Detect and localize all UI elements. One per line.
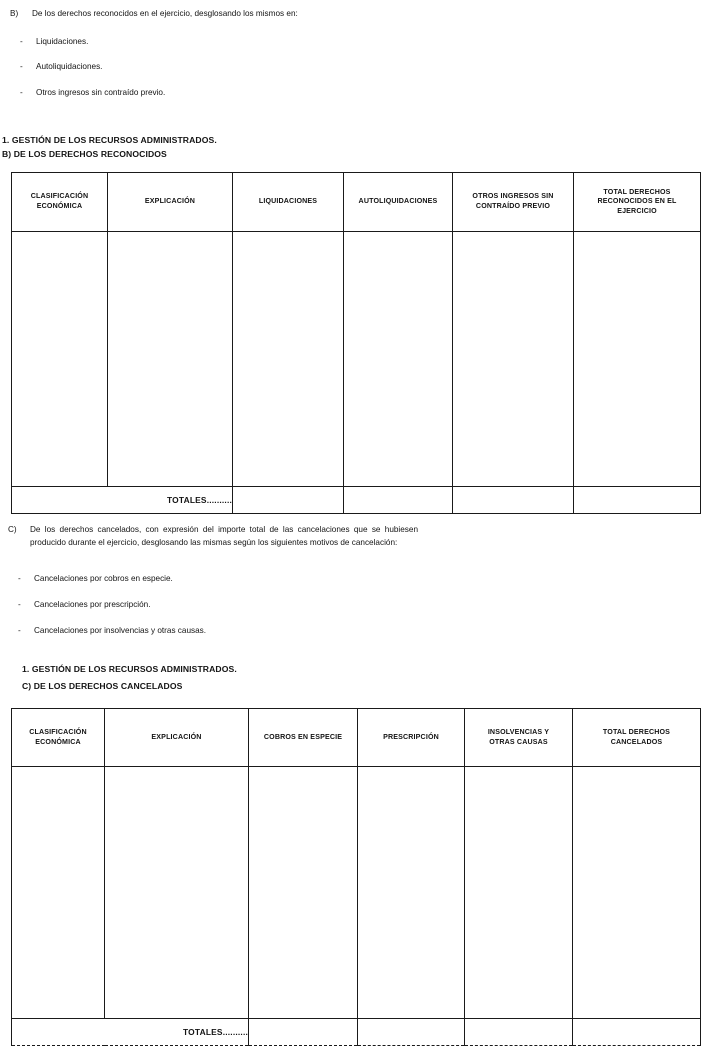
header-line: TOTAL DERECHOS	[603, 187, 671, 196]
table-b-body-row	[12, 232, 701, 487]
table-b-totals-row	[12, 487, 701, 514]
table-c-total-prescripcion[interactable]	[358, 1019, 465, 1046]
section-heading-c-line1: 1. GESTIÓN DE LOS RECURSOS ADMINISTRADOS.	[22, 664, 237, 674]
table-c-input-insolvencias[interactable]	[465, 767, 573, 1019]
bullet-label: Cancelaciones por cobros en especie.	[34, 574, 173, 583]
table-b-input-autoliquidaciones[interactable]	[344, 232, 453, 487]
header-line: INSOLVENCIAS Y	[487, 727, 550, 736]
table-b-total-derechos[interactable]	[574, 487, 701, 514]
intro-b-bullet-3	[20, 88, 440, 97]
table-b-col-explicacion	[108, 173, 233, 232]
section-heading-c	[22, 661, 237, 695]
header-line: PRESCRIPCIÓN	[383, 732, 439, 741]
table-c-totals-row	[12, 1019, 701, 1046]
section-heading-b-line1: 1. GESTIÓN DE LOS RECURSOS ADMINISTRADOS.	[2, 135, 217, 145]
intro-c-marker: C)	[8, 525, 17, 534]
intro-c-bullet-1	[18, 574, 438, 583]
table-c-input-clasificacion[interactable]	[12, 767, 105, 1019]
table-b-total-otros-ingresos[interactable]	[453, 487, 574, 514]
intro-b-text: De los derechos reconocidos en el ejercicio, desglosando los mismos en:	[32, 9, 298, 18]
table-c-body-row	[12, 767, 701, 1019]
section-heading-c-line2: C) DE LOS DERECHOS CANCELADOS	[22, 681, 183, 692]
intro-c-text: De los derechos cancelados, con expresión del importe total de las cancelaciones que se hubiesen producido durante el ejercicio, desglosando las mismas según los siguientes motivos de cancelación:	[30, 525, 418, 547]
bullet-dash-icon: -	[20, 37, 23, 46]
table-derechos-cancelados	[11, 708, 701, 1046]
table-b-col-autoliquidaciones	[344, 173, 453, 232]
table-b-col-otros-ingresos	[453, 173, 574, 232]
bullet-label: Cancelaciones por insolvencias y otras causas.	[34, 626, 207, 635]
table-c-col-explicacion	[105, 709, 249, 767]
header-line: CONTRAÍDO PREVIO	[475, 202, 551, 210]
header-line: RECONOCIDOS EN EL	[597, 197, 677, 206]
intro-paragraph-c	[8, 524, 418, 549]
table-b-total-liquidaciones[interactable]	[233, 487, 344, 514]
table-b-input-otros-ingresos[interactable]	[453, 232, 574, 487]
intro-c-bullet-2	[18, 600, 438, 609]
bullet-label: Cancelaciones por prescripción.	[34, 600, 151, 609]
header-line: ECONÓMICA	[36, 202, 83, 210]
table-b-col-clasificacion-economica	[12, 173, 108, 232]
header-line: CLASIFICACIÓN	[30, 192, 89, 201]
header-line: LIQUIDACIONES	[258, 197, 318, 206]
header-line: COBROS EN ESPECIE	[263, 732, 343, 741]
table-c-col-prescripcion	[358, 709, 465, 767]
header-line: ECONÓMICA	[35, 737, 81, 746]
bullet-label: Autoliquidaciones.	[36, 62, 103, 71]
table-c-col-cobros-en-especie	[249, 709, 358, 767]
bullet-dash-icon: -	[18, 600, 21, 609]
table-c-col-insolvencias	[465, 709, 573, 767]
header-line: AUTOLIQUIDACIONES	[358, 197, 438, 206]
table-b-col-total-derechos	[574, 173, 701, 232]
table-derechos-reconocidos	[11, 172, 701, 514]
header-line: EJERCICIO	[617, 206, 657, 215]
table-c-input-total-cancelados[interactable]	[573, 767, 701, 1019]
intro-c-bullet-3	[18, 626, 438, 635]
header-line: CLASIFICACIÓN	[29, 727, 87, 736]
header-line: OTROS INGRESOS SIN	[472, 192, 554, 201]
table-b-total-autoliquidaciones[interactable]	[344, 487, 453, 514]
bullet-dash-icon: -	[20, 88, 23, 97]
table-c-totals-label: TOTALES..........	[12, 1019, 249, 1046]
table-c-col-clasificacion-economica	[12, 709, 105, 767]
bullet-label: Otros ingresos sin contraído previo.	[36, 88, 166, 97]
intro-b-bullet-1	[20, 37, 440, 46]
bullet-label: Liquidaciones.	[36, 37, 89, 46]
table-b-input-explicacion[interactable]	[108, 232, 233, 487]
bullet-dash-icon: -	[20, 62, 23, 71]
table-b-totals-label: TOTALES..........	[12, 487, 233, 514]
table-c-col-total-cancelados	[573, 709, 701, 767]
table-b-input-clasificacion[interactable]	[12, 232, 108, 487]
header-line: OTRAS CAUSAS	[489, 737, 548, 746]
table-c-total-insolvencias[interactable]	[465, 1019, 573, 1046]
table-b-header-row	[12, 173, 701, 232]
intro-b-bullet-2	[20, 62, 440, 71]
table-c-input-prescripcion[interactable]	[358, 767, 465, 1019]
bullet-dash-icon: -	[18, 574, 21, 583]
header-line: EXPLICACIÓN	[151, 732, 202, 741]
table-c-input-cobros-en-especie[interactable]	[249, 767, 358, 1019]
table-b-col-liquidaciones	[233, 173, 344, 232]
table-b-input-liquidaciones[interactable]	[233, 232, 344, 487]
section-heading-b-line2: B) DE LOS DERECHOS RECONOCIDOS	[2, 149, 167, 160]
intro-paragraph-b	[10, 8, 570, 21]
intro-b-marker: B)	[10, 9, 19, 18]
table-c-header-row	[12, 709, 701, 767]
table-c-input-explicacion[interactable]	[105, 767, 249, 1019]
table-c-total-cancelados[interactable]	[573, 1019, 701, 1046]
bullet-dash-icon: -	[18, 626, 21, 635]
header-line: TOTAL DERECHOS	[602, 727, 671, 736]
header-line: CANCELADOS	[610, 737, 663, 746]
table-c-total-cobros-en-especie[interactable]	[249, 1019, 358, 1046]
header-line: EXPLICACIÓN	[144, 197, 196, 206]
table-b-input-total-derechos[interactable]	[574, 232, 701, 487]
section-heading-b	[2, 133, 217, 161]
